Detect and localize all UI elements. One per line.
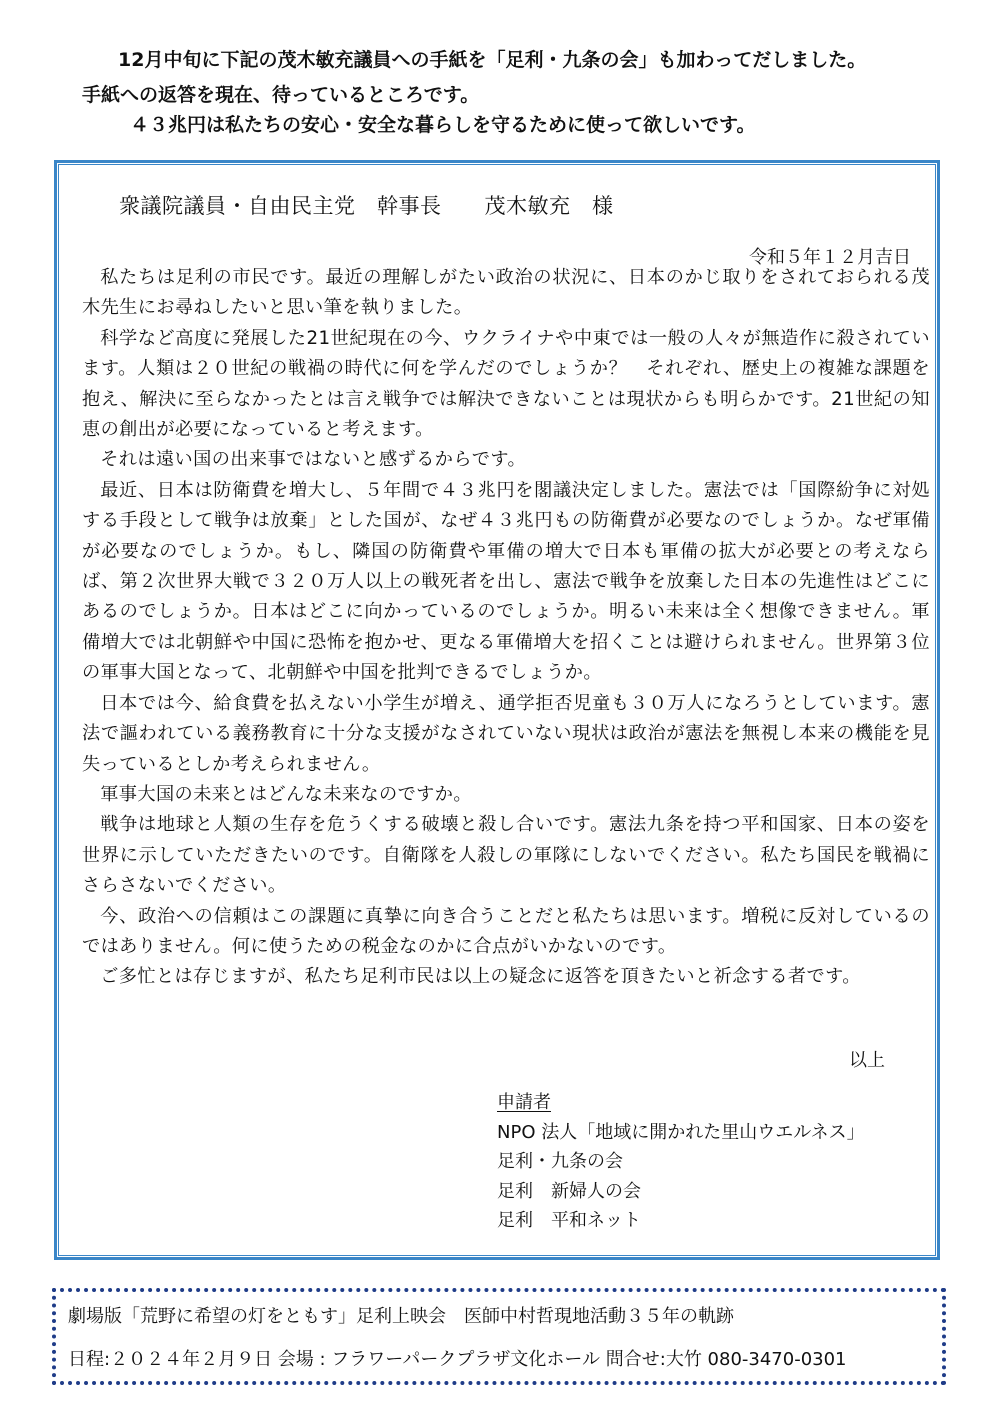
letter-frame [54, 160, 940, 1260]
letter-paragraph: 戦争は地球と人類の生存を危うくする破壊と殺し合いです。憲法九条を持つ平和国家、日本の姿を世界に示していただきたいのです。自衛隊を人殺しの軍隊にしないでください。私たち国民を戦禍にさらさないでください。 [82, 814, 930, 897]
applicants-block [497, 1088, 865, 1236]
letter-paragraph: 今、政治への信頼はこの課題に真摯に向き合うことだと私たちは思います。増税に反対しているのではありません。何に使うための税金なのかに合点がいかないのです。 [82, 905, 930, 957]
letter-body [82, 263, 930, 993]
letter-paragraph: 軍事大国の未来とはどんな未来なのですか。 [100, 783, 472, 805]
event-notice [52, 1288, 946, 1385]
applicant-name: 足利 平和ネット [497, 1210, 641, 1231]
event-title: 劇場版「荒野に希望の灯をともす」足利上映会 医師中村哲現地活動３５年の軌跡 [68, 1306, 734, 1327]
applicant-name: 足利 新婦人の会 [497, 1180, 641, 1202]
letter-paragraph: 日本では今、給食費を払えない小学生が増え、通学拒否児童も３０万人になろうとしています。憲法で謳われている義務教育に十分な支援がなされていない現状は政治が憲法を無視し本来の機能を見失っているとしか考えられません。 [82, 692, 930, 775]
letter-paragraph: 最近、日本は防衛費を増大し、５年間で４３兆円を閣議決定しました。憲法では「国際紛争に対処する手段として戦争は放棄」とした国が、なぜ４３兆円もの防衛費が必要なのでしょうか。なぜ軍備が必要なのでしょうか。もし、隣国の防衛費や軍備の増大で日本も軍備の拡大が必要との考えならば、第２次世界大戦で３２０万人以上の戦死者を出し、憲法で戦争を放棄した日本の先進性はどこにあるのでしょうか。日本はどこに向かっているのでしょうか。明るい未来は全く想像できません。軍備増大では北朝鮮や中国に恐怖を抱かせ、更なる軍備増大を招くことは避けられません。世界第３位の軍事大国となって、北朝鮮や中国を批判できるでしょうか。 [82, 479, 930, 684]
letter-date: 令和５年１２月吉日 [749, 247, 911, 268]
letter-paragraph: 科学など高度に発展した21世紀現在の今、ウクライナや中東では一般の人々が無造作に殺されています。人類は２０世紀の戦禍の時代に何を学んだのでしょうか？ それぞれ、歴史上の複雑な課題を抱え、解決に至らなかったとは言え戦争では解決できないことは現状からも明らかです。21世紀の知恵の創出が必要になっていると考えます。 [82, 327, 930, 441]
letter-paragraph: 私たちは足利の市民です。最近の理解しがたい政治の状況に、日本のかじ取りをされておられる茂木先生にお尋ねしたいと思い筆を執りました。 [82, 267, 930, 319]
intro-line-3: ４３兆円は私たちの安心・安全な暮らしを守るために使って欲しいです。 [130, 114, 756, 136]
letter-closing: 以上 [849, 1050, 885, 1071]
letter-addressee: 衆議院議員・自由民主党 幹事長 茂木敏充 様 [119, 194, 614, 218]
applicants-heading: 申請者 [497, 1092, 551, 1113]
letter-paragraph: ご多忙とは存じますが、私たち足利市民は以上の疑念に返答を頂きたいと祈念する者です。 [100, 966, 861, 988]
intro-line-2: 手紙への返答を現在、待っているところです。 [82, 84, 480, 106]
intro-line-1: 12月中旬に下記の茂木敏充議員への手紙を「足利・九条の会」も加わってだしました。 [118, 49, 867, 71]
applicant-name: NPO 法人「地域に開かれた里山ウエルネス」 [497, 1121, 865, 1143]
applicant-name: 足利・九条の会 [497, 1151, 623, 1172]
event-details: 日程:２０２４年２月９日 会場 : フラワーパークプラザ文化ホール 問合せ:大竹 080-3470-0301 [68, 1349, 847, 1370]
letter-paragraph: それは遠い国の出来事ではないと感ずるからです。 [100, 449, 527, 471]
